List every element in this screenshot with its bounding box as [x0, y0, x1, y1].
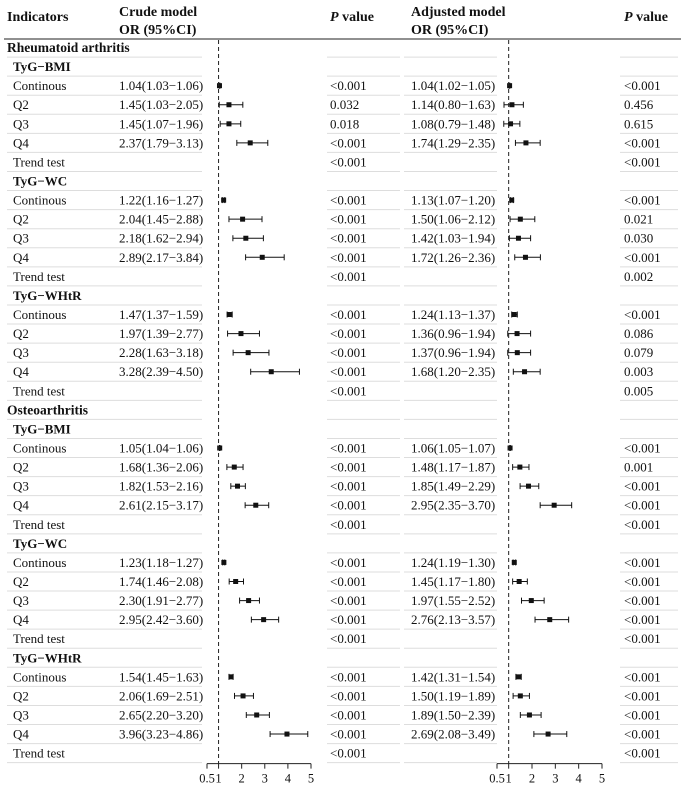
- adjusted-p-value: 0.086: [624, 326, 654, 342]
- row-label: Q4: [13, 726, 29, 742]
- crude-p-value: <0.001: [330, 230, 367, 246]
- adjusted-p-value: <0.001: [624, 707, 661, 723]
- crude-p-value: <0.001: [330, 135, 367, 151]
- adjusted-p-value: <0.001: [624, 726, 661, 742]
- header-adjusted-model: Adjusted model: [411, 5, 506, 20]
- adjusted-x-tick-label: 0.5: [489, 771, 505, 786]
- adjusted-p-value: <0.001: [624, 497, 661, 513]
- crude-point-estimate: [229, 674, 234, 679]
- trend-test-label: Trend test: [13, 745, 65, 761]
- row-label: Q2: [13, 211, 29, 227]
- adjusted-p-value: <0.001: [624, 612, 661, 628]
- crude-or-ci-text: 2.65(2.20−3.20): [119, 707, 204, 723]
- adjusted-or-ci-text: 1.48(1.17−1.87): [411, 459, 496, 475]
- row-label: Q3: [13, 707, 29, 723]
- adjusted-point-estimate: [517, 579, 522, 584]
- trend-test-label: Trend test: [13, 383, 65, 399]
- crude-p-value: <0.001: [330, 211, 367, 227]
- adjusted-x-tick-label: 5: [598, 771, 606, 786]
- adjusted-point-estimate: [552, 503, 557, 508]
- adjusted-p-value: <0.001: [624, 688, 661, 704]
- crude-or-ci-text: 1.82(1.53−2.16): [119, 478, 204, 494]
- crude-point-estimate: [243, 236, 248, 241]
- adjusted-point-estimate: [516, 674, 521, 679]
- adjusted-p-value: 0.456: [624, 97, 654, 113]
- crude-point-estimate: [226, 121, 231, 126]
- adjusted-p-value: <0.001: [624, 593, 661, 609]
- crude-point-estimate: [260, 255, 265, 260]
- adjusted-point-estimate: [512, 312, 517, 317]
- crude-p-value: <0.001: [330, 631, 367, 647]
- adjusted-p-value: <0.001: [624, 78, 661, 94]
- adjusted-or-ci-text: 1.74(1.29−2.35): [411, 135, 496, 151]
- crude-point-estimate: [241, 693, 246, 698]
- adjusted-point-estimate: [518, 693, 523, 698]
- adjusted-p-value: <0.001: [624, 745, 661, 761]
- adjusted-or-ci-text: 1.50(1.19−1.89): [411, 688, 496, 704]
- adjusted-p-value: <0.001: [624, 478, 661, 494]
- crude-or-ci-text: 2.18(1.62−2.94): [119, 230, 204, 246]
- adjusted-p-value: <0.001: [624, 154, 661, 170]
- adjusted-or-ci-text: 1.24(1.13−1.37): [411, 307, 496, 323]
- adjusted-point-estimate: [522, 369, 527, 374]
- crude-p-value: <0.001: [330, 440, 367, 456]
- adjusted-or-ci-text: 2.76(2.13−3.57): [411, 612, 496, 628]
- adjusted-or-ci-text: 1.04(1.02−1.05): [411, 78, 496, 94]
- row-label: Q4: [13, 364, 29, 380]
- row-label: Continous: [13, 307, 67, 323]
- header-crude-model: Crude model: [119, 5, 198, 20]
- adjusted-p-value: 0.615: [624, 116, 654, 132]
- row-label: Q2: [13, 573, 29, 589]
- crude-p-value: <0.001: [330, 307, 367, 323]
- crude-or-ci-text: 1.47(1.37−1.59): [119, 307, 204, 323]
- adjusted-or-ci-text: 1.37(0.96−1.94): [411, 345, 496, 361]
- trend-test-label: Trend test: [13, 268, 65, 284]
- adjusted-p-value: <0.001: [624, 554, 661, 570]
- header-crude-or: OR (95%CI): [119, 23, 197, 38]
- trend-test-label: Trend test: [13, 631, 65, 647]
- adjusted-point-estimate: [515, 331, 520, 336]
- adjusted-point-estimate: [523, 255, 528, 260]
- adjusted-p-value: <0.001: [624, 307, 661, 323]
- adjusted-p-value: 0.002: [624, 268, 654, 284]
- row-label: Q4: [13, 249, 29, 265]
- adjusted-p-value: <0.001: [624, 192, 661, 208]
- crude-p-value: <0.001: [330, 554, 367, 570]
- crude-or-ci-text: 2.95(2.42−3.60): [119, 612, 204, 628]
- adjusted-p-value: 0.079: [624, 345, 654, 361]
- adjusted-point-estimate: [515, 350, 520, 355]
- adjusted-or-ci-text: 1.85(1.49−2.29): [411, 478, 496, 494]
- adjusted-point-estimate: [509, 102, 514, 107]
- crude-p-value: <0.001: [330, 78, 367, 94]
- adjusted-x-tick-label: 2: [528, 771, 536, 786]
- crude-point-estimate: [238, 331, 243, 336]
- crude-x-tick-label: 1: [215, 771, 222, 786]
- row-label: Q2: [13, 459, 29, 475]
- crude-p-value: <0.001: [330, 459, 367, 475]
- adjusted-p-value: 0.003: [624, 364, 654, 380]
- adjusted-p-value: <0.001: [624, 135, 661, 151]
- crude-p-value: <0.001: [330, 326, 367, 342]
- crude-p-value: 0.018: [330, 116, 360, 132]
- adjusted-or-ci-text: 1.14(0.80−1.63): [411, 97, 496, 113]
- header-adjusted-or: OR (95%CI): [411, 23, 489, 38]
- adjusted-or-ci-text: 1.42(1.03−1.94): [411, 230, 496, 246]
- adjusted-or-ci-text: 1.72(1.26−2.36): [411, 249, 496, 265]
- adjusted-or-ci-text: 1.97(1.55−2.52): [411, 593, 496, 609]
- crude-p-value: <0.001: [330, 573, 367, 589]
- crude-or-ci-text: 1.23(1.18−1.27): [119, 554, 204, 570]
- crude-p-value: <0.001: [330, 249, 367, 265]
- row-label: Q3: [13, 593, 29, 609]
- crude-point-estimate: [233, 579, 238, 584]
- adjusted-p-value: <0.001: [624, 440, 661, 456]
- trend-test-label: Trend test: [13, 516, 65, 532]
- crude-or-ci-text: 2.30(1.91−2.77): [119, 593, 204, 609]
- adjusted-point-estimate: [517, 465, 522, 470]
- adjusted-p-value: <0.001: [624, 249, 661, 265]
- crude-p-value: <0.001: [330, 383, 367, 399]
- crude-or-ci-text: 2.28(1.63−3.18): [119, 345, 204, 361]
- adjusted-p-value: 0.021: [624, 211, 654, 227]
- adjusted-or-ci-text: 2.69(2.08−3.49): [411, 726, 496, 742]
- adjusted-p-value: <0.001: [624, 669, 661, 685]
- crude-point-estimate: [227, 312, 232, 317]
- adjusted-p-value: 0.030: [624, 230, 654, 246]
- crude-or-ci-text: 2.04(1.45−2.88): [119, 211, 204, 227]
- crude-point-estimate: [221, 198, 226, 203]
- row-label: Continous: [13, 440, 67, 456]
- crude-or-ci-text: 3.96(3.23−4.86): [119, 726, 204, 742]
- adjusted-p-value: 0.001: [624, 459, 654, 475]
- header-p-value-crude: P value: [330, 10, 374, 25]
- adjusted-or-ci-text: 1.13(1.07−1.20): [411, 192, 496, 208]
- group-label: TyG−WHtR: [13, 287, 82, 303]
- header-indicators: Indicators: [7, 10, 69, 25]
- crude-p-value: <0.001: [330, 268, 367, 284]
- crude-point-estimate: [217, 83, 222, 88]
- adjusted-point-estimate: [518, 217, 523, 222]
- crude-point-estimate: [246, 598, 251, 603]
- adjusted-or-ci-text: 1.24(1.19−1.30): [411, 554, 496, 570]
- crude-x-tick-label: 3: [261, 771, 268, 786]
- row-label: Q3: [13, 116, 29, 132]
- crude-p-value: 0.032: [330, 97, 360, 113]
- adjusted-point-estimate: [527, 712, 532, 717]
- crude-p-value: <0.001: [330, 497, 367, 513]
- crude-p-value: <0.001: [330, 707, 367, 723]
- crude-point-estimate: [221, 560, 226, 565]
- group-label: TyG−WHtR: [13, 650, 82, 666]
- row-label: Q2: [13, 688, 29, 704]
- adjusted-point-estimate: [507, 83, 512, 88]
- crude-p-value: <0.001: [330, 345, 367, 361]
- header-p-value-adjusted: P value: [624, 10, 668, 25]
- crude-point-estimate: [226, 102, 231, 107]
- crude-or-ci-text: 1.05(1.04−1.06): [119, 440, 204, 456]
- adjusted-or-ci-text: 1.50(1.06−2.12): [411, 211, 496, 227]
- row-label: Continous: [13, 669, 67, 685]
- group-label: TyG−BMI: [13, 59, 71, 75]
- section-label: Rheumatoid arthritis: [7, 40, 130, 56]
- crude-p-value: <0.001: [330, 154, 367, 170]
- crude-point-estimate: [254, 712, 259, 717]
- row-label: Continous: [13, 192, 67, 208]
- crude-point-estimate: [269, 369, 274, 374]
- adjusted-point-estimate: [529, 598, 534, 603]
- group-label: TyG−WC: [13, 173, 68, 189]
- crude-or-ci-text: 1.45(1.03−2.05): [119, 97, 204, 113]
- crude-or-ci-text: 3.28(2.39−4.50): [119, 364, 204, 380]
- crude-p-value: <0.001: [330, 669, 367, 685]
- crude-p-value: <0.001: [330, 688, 367, 704]
- row-label: Q3: [13, 345, 29, 361]
- adjusted-point-estimate: [526, 484, 531, 489]
- row-label: Q3: [13, 478, 29, 494]
- adjusted-point-estimate: [546, 732, 551, 737]
- adjusted-or-ci-text: 1.08(0.79−1.48): [411, 116, 496, 132]
- group-label: TyG−BMI: [13, 421, 71, 437]
- crude-point-estimate: [240, 217, 245, 222]
- adjusted-x-tick-label: 1: [505, 771, 512, 786]
- crude-p-value: <0.001: [330, 516, 367, 532]
- row-label: Q3: [13, 230, 29, 246]
- adjusted-point-estimate: [509, 198, 514, 203]
- row-label: Q4: [13, 497, 29, 513]
- crude-point-estimate: [284, 732, 289, 737]
- adjusted-p-value: <0.001: [624, 573, 661, 589]
- crude-x-tick-label: 2: [238, 771, 245, 786]
- crude-or-ci-text: 1.97(1.39−2.77): [119, 326, 204, 342]
- adjusted-point-estimate: [512, 560, 517, 565]
- trend-test-label: Trend test: [13, 154, 65, 170]
- crude-point-estimate: [253, 503, 258, 508]
- crude-point-estimate: [246, 350, 251, 355]
- adjusted-x-tick-label: 4: [575, 771, 582, 786]
- row-label: Q2: [13, 97, 29, 113]
- row-label: Continous: [13, 554, 67, 570]
- adjusted-x-tick-label: 3: [552, 771, 559, 786]
- crude-point-estimate: [217, 446, 222, 451]
- adjusted-p-value: <0.001: [624, 516, 661, 532]
- row-label: Q4: [13, 135, 29, 151]
- crude-p-value: <0.001: [330, 364, 367, 380]
- crude-x-tick-label: 4: [284, 771, 292, 786]
- crude-p-value: <0.001: [330, 593, 367, 609]
- crude-or-ci-text: 1.54(1.45−1.63): [119, 669, 204, 685]
- row-label: Q2: [13, 326, 29, 342]
- crude-point-estimate: [235, 484, 240, 489]
- crude-or-ci-text: 2.89(2.17−3.84): [119, 249, 204, 265]
- crude-or-ci-text: 1.45(1.07−1.96): [119, 116, 204, 132]
- crude-p-value: <0.001: [330, 745, 367, 761]
- row-label: Q4: [13, 612, 29, 628]
- crude-or-ci-text: 1.74(1.46−2.08): [119, 573, 204, 589]
- crude-p-value: <0.001: [330, 192, 367, 208]
- adjusted-or-ci-text: 1.68(1.20−2.35): [411, 364, 496, 380]
- section-label: Osteoarthritis: [7, 402, 88, 418]
- adjusted-point-estimate: [523, 140, 528, 145]
- crude-or-ci-text: 1.04(1.03−1.06): [119, 78, 204, 94]
- adjusted-or-ci-text: 1.45(1.17−1.80): [411, 573, 496, 589]
- adjusted-or-ci-text: 2.95(2.35−3.70): [411, 497, 496, 513]
- crude-point-estimate: [232, 465, 237, 470]
- crude-p-value: <0.001: [330, 726, 367, 742]
- crude-p-value: <0.001: [330, 612, 367, 628]
- adjusted-or-ci-text: 1.06(1.05−1.07): [411, 440, 496, 456]
- crude-or-ci-text: 1.68(1.36−2.06): [119, 459, 204, 475]
- adjusted-or-ci-text: 1.42(1.31−1.54): [411, 669, 496, 685]
- adjusted-point-estimate: [516, 236, 521, 241]
- adjusted-or-ci-text: 1.89(1.50−2.39): [411, 707, 496, 723]
- adjusted-or-ci-text: 1.36(0.96−1.94): [411, 326, 496, 342]
- crude-point-estimate: [248, 140, 253, 145]
- crude-or-ci-text: 2.37(1.79−3.13): [119, 135, 204, 151]
- crude-x-tick-label: 5: [307, 771, 315, 786]
- crude-point-estimate: [261, 617, 266, 622]
- crude-p-value: <0.001: [330, 478, 367, 494]
- adjusted-p-value: <0.001: [624, 631, 661, 647]
- crude-x-tick-label: 0.5: [199, 771, 215, 786]
- adjusted-p-value: 0.005: [624, 383, 654, 399]
- crude-or-ci-text: 2.06(1.69−2.51): [119, 688, 204, 704]
- group-label: TyG−WC: [13, 535, 68, 551]
- crude-or-ci-text: 2.61(2.15−3.17): [119, 497, 204, 513]
- crude-or-ci-text: 1.22(1.16−1.27): [119, 192, 204, 208]
- adjusted-point-estimate: [547, 617, 552, 622]
- row-label: Continous: [13, 78, 67, 94]
